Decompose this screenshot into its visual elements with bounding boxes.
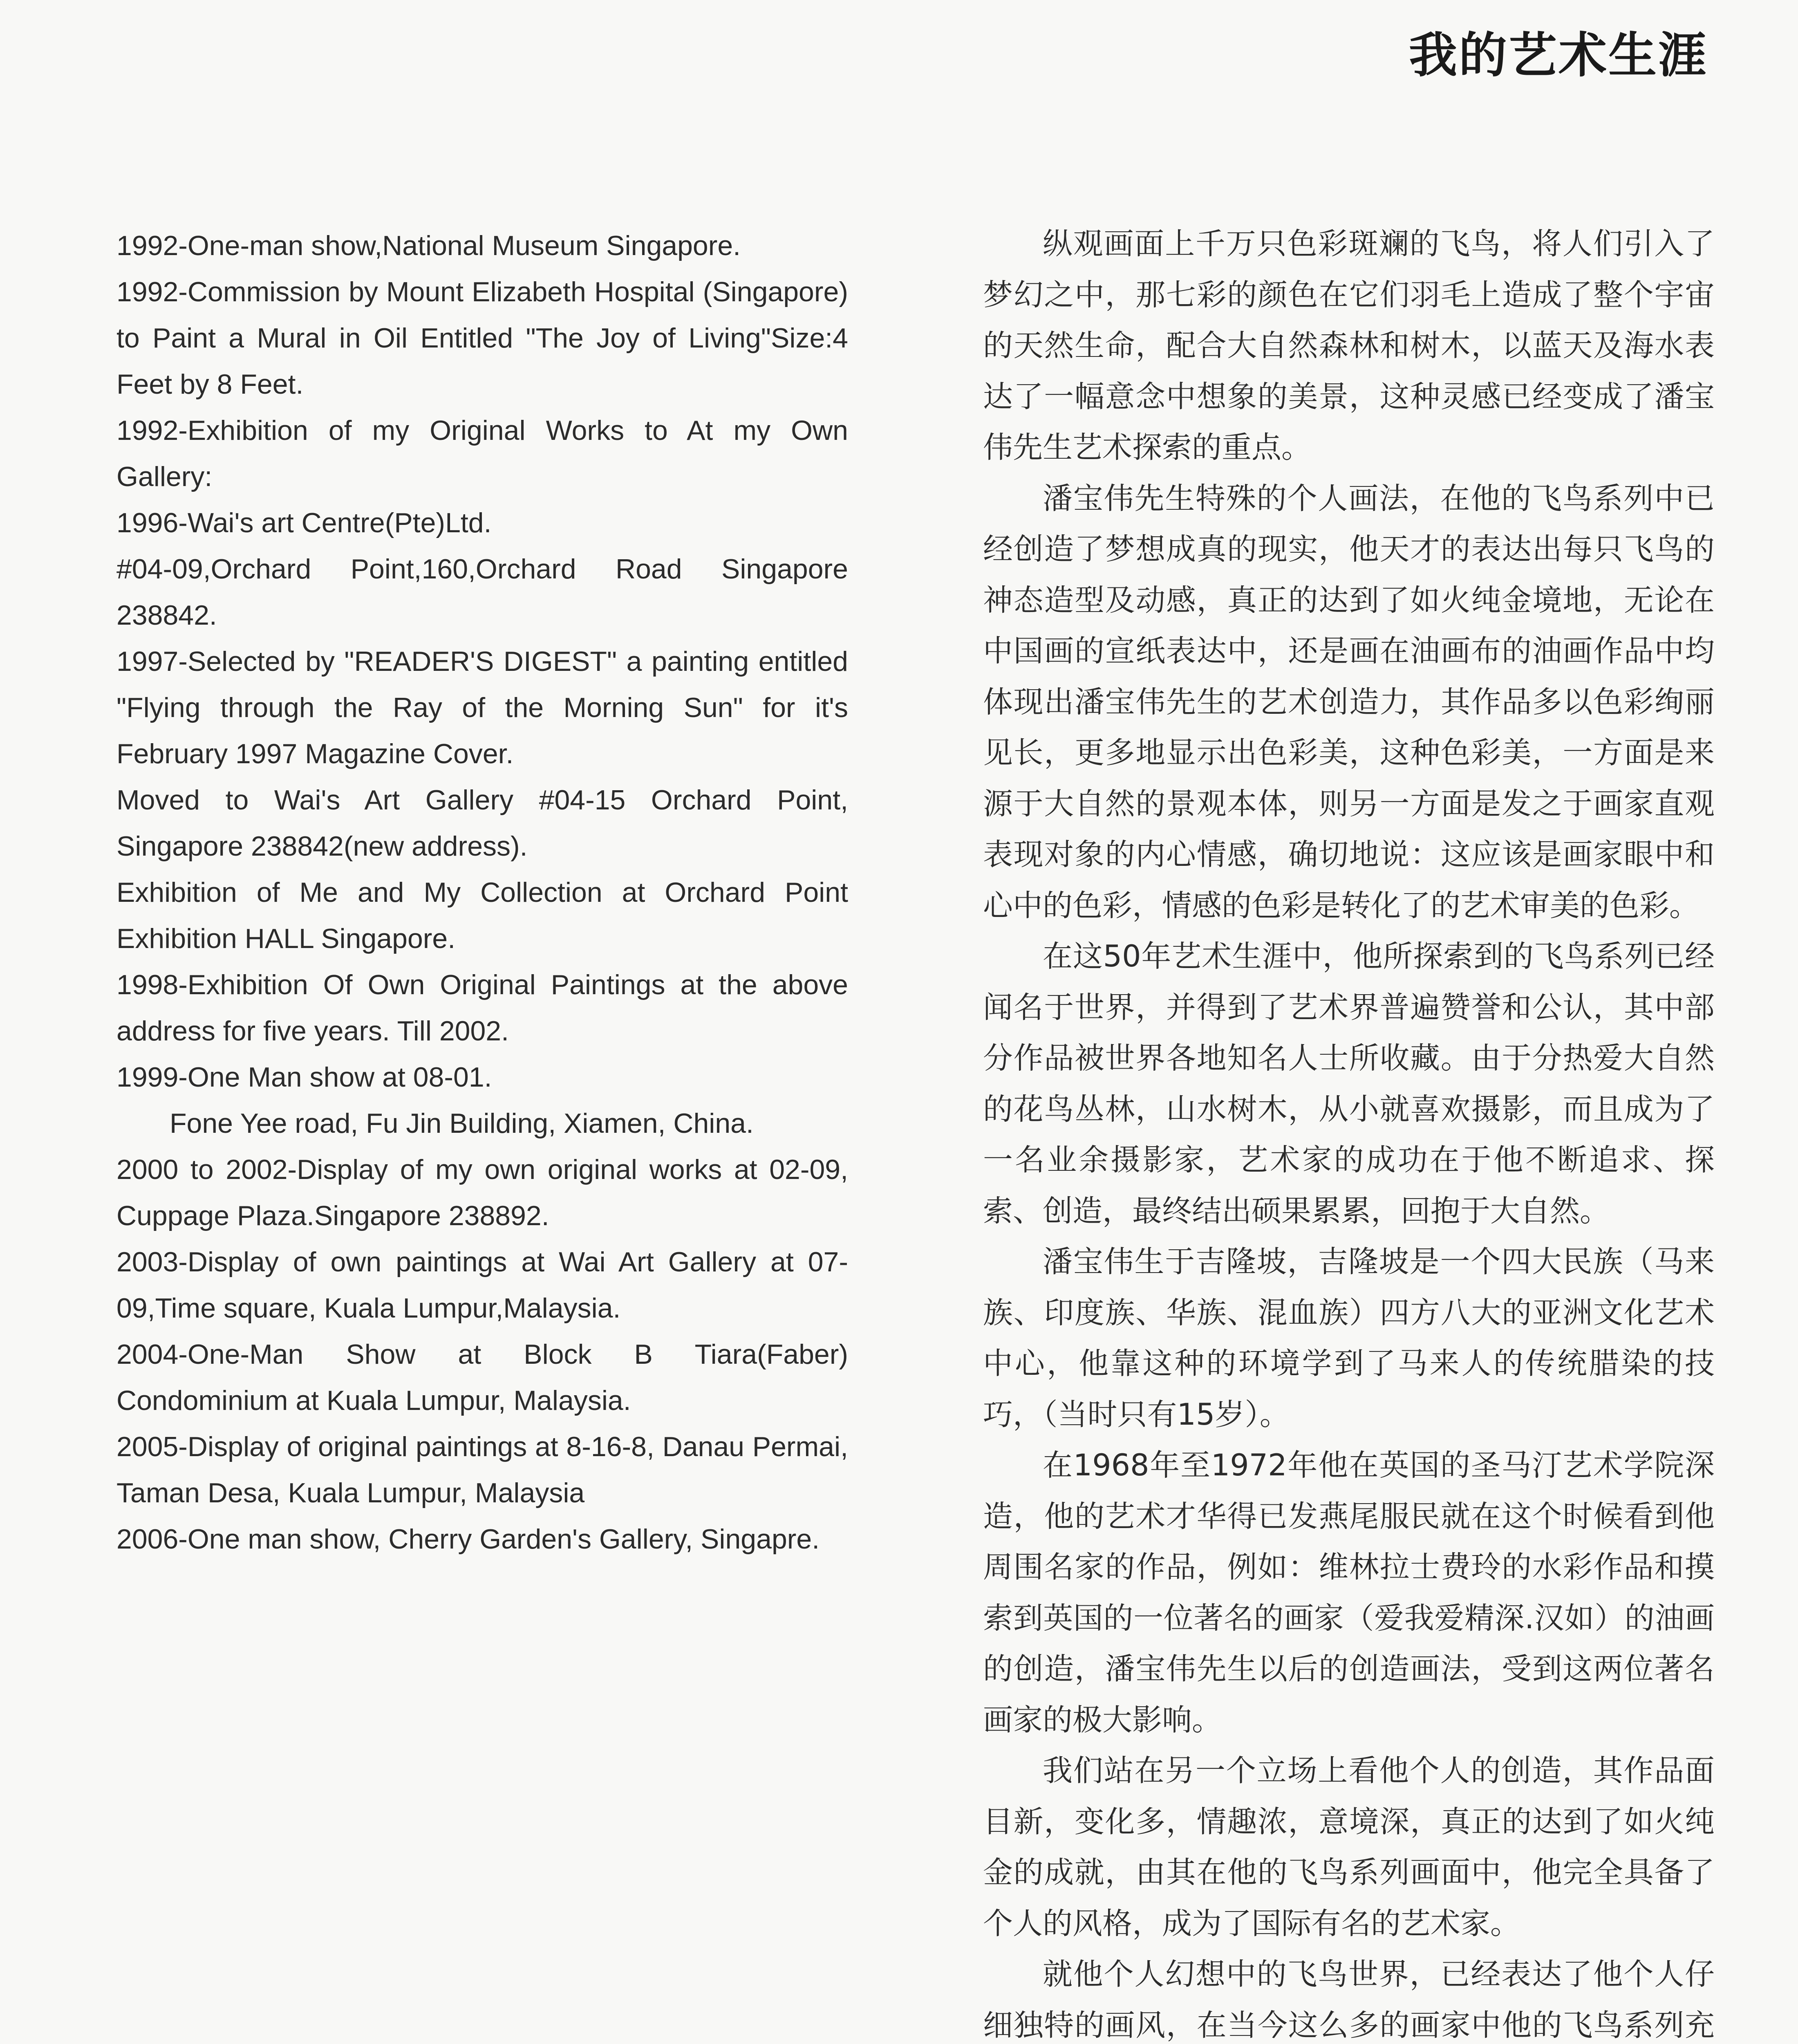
essay-paragraph: 在1968年至1972年他在英国的圣马汀艺术学院深造，他的艺术才华得已发燕尾服民就在这个时候看到他周围名家的作品，例如：维林拉士费玲的水彩作品和摸索到英国的一位著名的画家（爱我爱精深.汉如）的油画的创造，潘宝伟先生以后的创造画法，受到这两位著名画家的极大影响。 [983, 1448, 1715, 1737]
chronology-entry: 1997-Selected by "READER'S DIGEST" a painting entitled "Flying through the Ray of the Morning Sun" for it's February 1997 Magazine Cover. [116, 646, 848, 769]
chronology-entry: 1992-Exhibition of my Original Works to At my Own Gallery: [116, 415, 848, 492]
chronology-entry: 1996-Wai's art Centre(Pte)Ltd. [116, 507, 492, 538]
essay-paragraph: 我们站在另一个立场上看他个人的创造，其作品面目新，变化多，情趣浓，意境深，真正的达到了如火纯金的成就，由其在他的飞鸟系列画面中，他完全具备了个人的风格，成为了国际有名的艺术家。 [983, 1753, 1715, 1941]
chronology-entry: Fone Yee road, Fu Jin Building, Xiamen, China. [170, 1108, 754, 1139]
chronology-entry: #04-09,Orchard Point,160,Orchard Road Singapore 238842. [116, 554, 848, 631]
chronology-entry: Exhibition of Me and My Collection at Orchard Point Exhibition HALL Singapore. [116, 877, 848, 954]
page-title: 我的艺术生涯 [1408, 27, 1708, 83]
essay-column [983, 219, 1715, 2044]
chronology-entry: 1992-One-man show,National Museum Singapore. [116, 230, 741, 261]
chronology-entry: 1992-Commission by Mount Elizabeth Hospital (Singapore) to Paint a Mural in Oil Entitled "The Joy of Living"Size:4 Feet by 8 Feet. [116, 276, 848, 400]
chronology-entry: 2004-One-Man Show at Block B Tiara(Faber) Condominium at Kuala Lumpur, Malaysia. [116, 1339, 848, 1416]
essay-paragraph: 潘宝伟先生特殊的个人画法，在他的飞鸟系列中已经创造了梦想成真的现实，他天才的表达出每只飞鸟的神态造型及动感，真正的达到了如火纯金境地，无论在中国画的宣纸表达中，还是画在油画布的油画作品中均体现出潘宝伟先生的艺术创造力，其作品多以色彩绚丽见长，更多地显示出色彩美，这种色彩美，一方面是来源于大自然的景观本体，则另一方面是发之于画家直观表现对象的内心情感，确切地说：这应该是画家眼中和心中的色彩，情感的色彩是转化了的艺术审美的色彩。 [983, 481, 1715, 923]
chronology-entry: Moved to Wai's Art Gallery #04-15 Orchard Point, Singapore 238842(new address). [116, 784, 848, 862]
essay-paragraph: 纵观画面上千万只色彩斑斓的飞鸟，将人们引入了梦幻之中，那七彩的颜色在它们羽毛上造成了整个宇宙的天然生命，配合大自然森林和树木，以蓝天及海水表达了一幅意念中想象的美景，这种灵感已经变成了潘宝伟先生艺术探索的重点。 [983, 226, 1715, 465]
essay-paragraph: 就他个人幻想中的飞鸟世界，已经表达了他个人仔细独特的画风，在当今这么多的画家中他的飞鸟系列充 [983, 1957, 1715, 2043]
chronology-entry: 1999-One Man show at 08-01. [116, 1062, 492, 1093]
chronology-entry: 2005-Display of original paintings at 8-16-8, Danau Permai, Taman Desa, Kuala Lumpur, Malaysia [116, 1431, 848, 1508]
chronology-column [116, 223, 848, 1562]
essay-paragraph: 潘宝伟生于吉隆坡，吉隆坡是一个四大民族（马来族、印度族、华族、混血族）四方八大的亚洲文化艺术中心，他靠这种的环境学到了马来人的传统腊染的技巧，（当时只有15岁）。 [983, 1244, 1715, 1432]
chronology-entry: 2006-One man show, Cherry Garden's Gallery, Singapre. [116, 1524, 820, 1555]
chronology-entry: 2000 to 2002-Display of my own original works at 02-09, Cuppage Plaza.Singapore 238892. [116, 1154, 848, 1231]
chronology-entry: 2003-Display of own paintings at Wai Art Gallery at 07-09,Time square, Kuala Lumpur,Malaysia. [116, 1246, 848, 1324]
essay-paragraph: 在这50年艺术生涯中，他所探索到的飞鸟系列已经闻名于世界，并得到了艺术界普遍赞誉和公认，其中部分作品被世界各地知名人士所收藏。由于分热爱大自然的花鸟丛林，山水树木，从小就喜欢摄影，而且成为了一名业余摄影家，艺术家的成功在于他不断追求、探索、创造，最终结出硕果累累，回抱于大自然。 [983, 939, 1715, 1228]
chronology-entry: 1998-Exhibition Of Own Original Paintings at the above address for five years. Till 2002. [116, 969, 848, 1047]
